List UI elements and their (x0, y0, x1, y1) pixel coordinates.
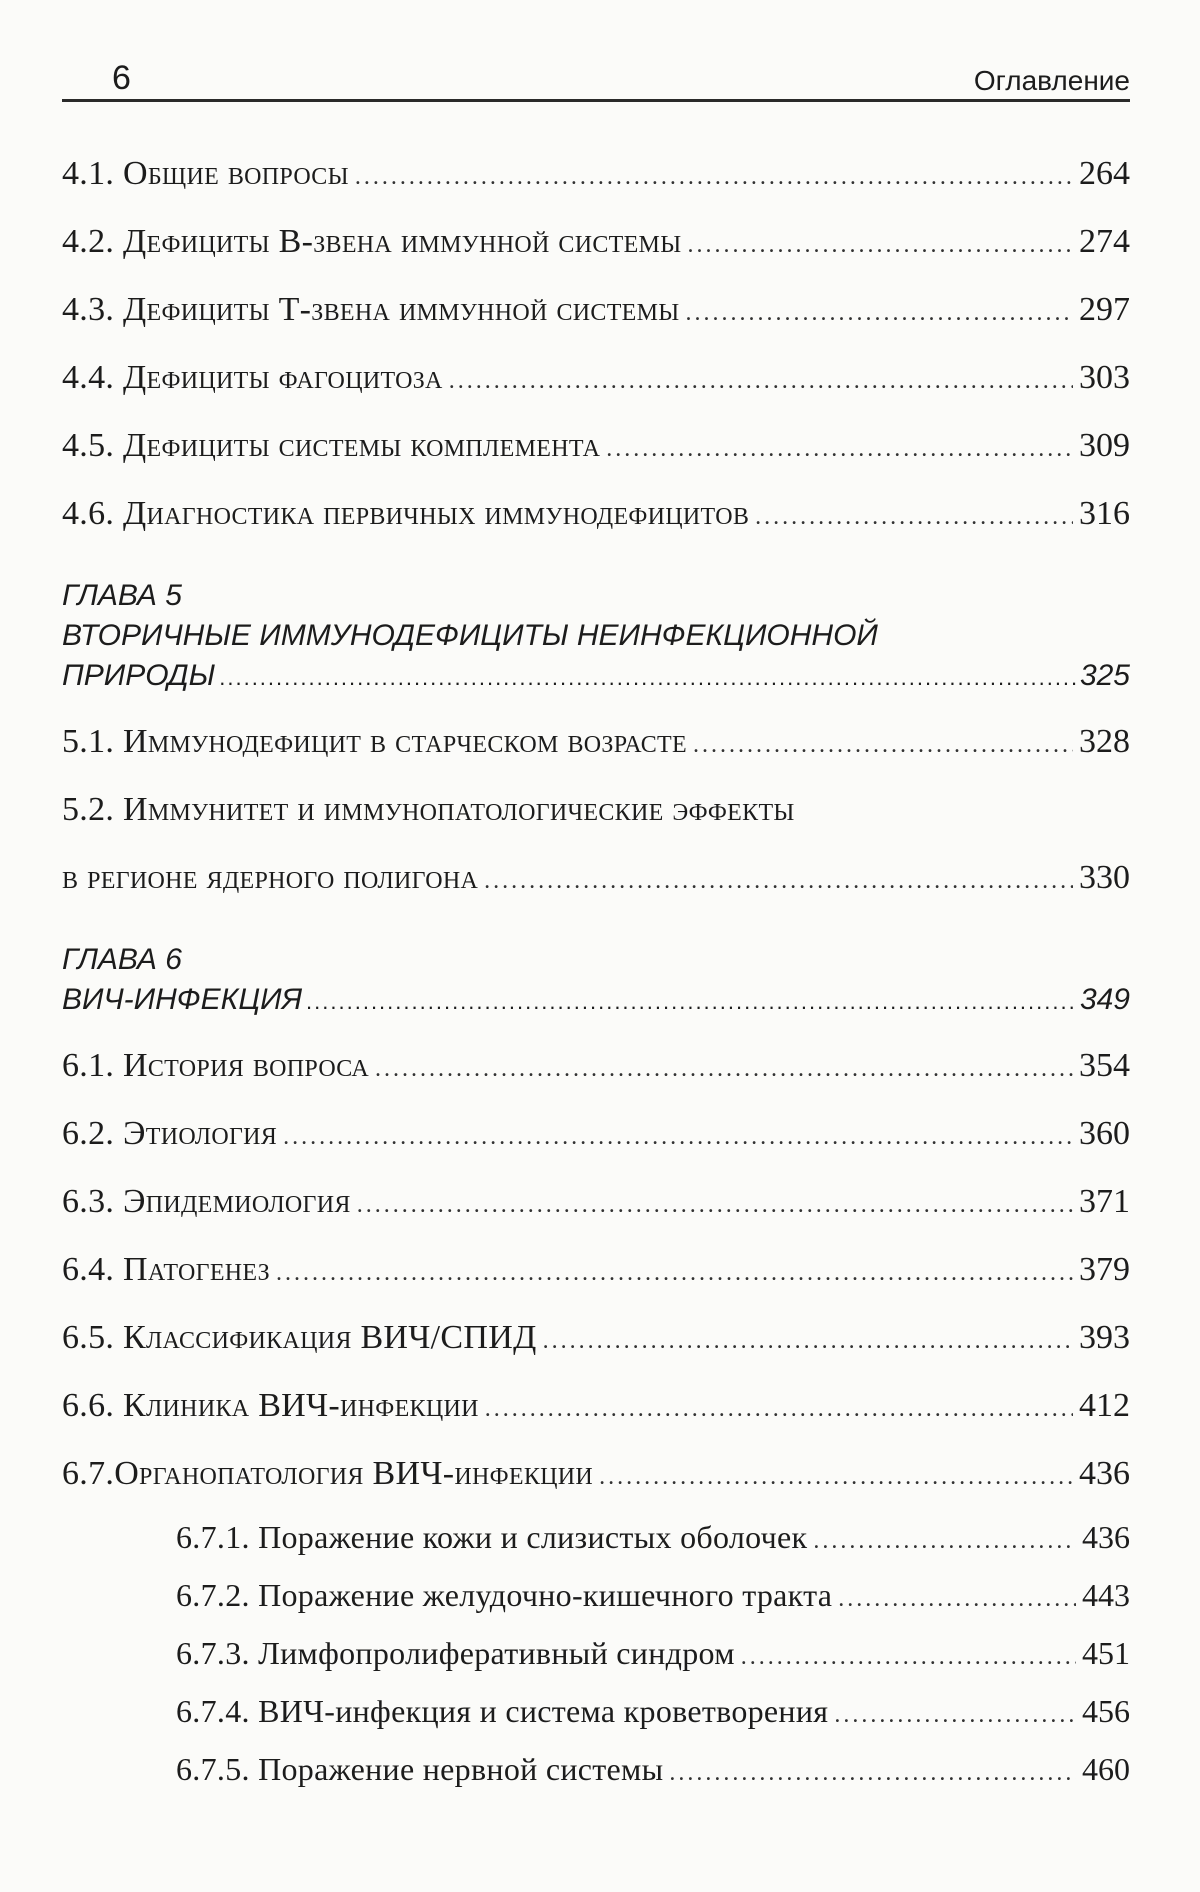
toc-entry-page: 436 (1079, 1455, 1130, 1492)
dot-leader (449, 347, 1073, 415)
toc-subentry-title: 6.7.3. Лимфопролиферативный синдром (176, 1635, 735, 1671)
dot-leader (355, 143, 1073, 211)
toc-entry[interactable] (62, 1168, 1130, 1236)
toc-entry[interactable] (62, 1032, 1130, 1100)
dot-leader (693, 711, 1073, 779)
toc-entry[interactable] (62, 1372, 1130, 1440)
toc-subentry[interactable] (62, 1682, 1130, 1740)
toc-entry[interactable] (62, 1304, 1130, 1372)
toc-entry-title: 5.1. Иммунодефицит в старческом возрасте (62, 723, 687, 760)
toc-entry-page: 379 (1079, 1251, 1130, 1288)
toc-entry-title: 4.4. Дефициты фагоцитоза (62, 359, 443, 396)
toc-entry[interactable] (62, 276, 1130, 344)
dot-leader (375, 1035, 1073, 1103)
page-number: 6 (112, 59, 131, 97)
toc-entry[interactable] (62, 140, 1130, 208)
toc-entry[interactable] (62, 708, 1130, 776)
toc-entry-page: 393 (1079, 1319, 1130, 1356)
toc-entry[interactable] (62, 844, 1130, 912)
toc-subentry-page: 451 (1082, 1635, 1130, 1671)
toc-subentry-page: 443 (1082, 1577, 1130, 1613)
toc-entry[interactable] (62, 1236, 1130, 1304)
chapter-title[interactable]: ВТОРИЧНЫЕ ИММУНОДЕФИЦИТЫ НЕИНФЕКЦИОННОЙ (62, 619, 878, 652)
toc-entry-page: 412 (1079, 1387, 1130, 1424)
toc-entry[interactable] (62, 480, 1130, 548)
toc-subentry-page: 456 (1082, 1693, 1130, 1729)
toc-entry[interactable] (62, 412, 1130, 480)
toc-entry-title: 4.2. Дефициты В-звена иммунной системы (62, 223, 682, 260)
toc-subentry[interactable] (62, 1566, 1130, 1624)
toc-entry[interactable] (62, 208, 1130, 276)
dot-leader (357, 1171, 1073, 1239)
dot-leader (686, 279, 1073, 347)
toc-entry-title: 6.2. Этиология (62, 1115, 278, 1152)
dot-leader (813, 1512, 1076, 1570)
toc-entry-page: 371 (1079, 1183, 1130, 1220)
dot-leader (276, 1239, 1073, 1307)
dot-leader (755, 483, 1073, 551)
table-of-contents (62, 140, 1130, 1798)
chapter-title: ВИЧ-ИНФЕКЦИЯ (62, 983, 303, 1016)
toc-subentry[interactable] (62, 1624, 1130, 1682)
toc-subentry-page: 460 (1082, 1751, 1130, 1787)
dot-leader (606, 415, 1073, 483)
toc-subentry-title: 6.7.4. ВИЧ-инфекция и система кроветворения (176, 1693, 829, 1729)
toc-subentry[interactable] (62, 1508, 1130, 1566)
dot-leader (741, 1628, 1076, 1686)
toc-entry-title: 6.6. Клиника ВИЧ-инфекции (62, 1387, 479, 1424)
toc-entry-page: 303 (1079, 359, 1130, 396)
dot-leader (838, 1570, 1076, 1628)
toc-subentry-page: 436 (1082, 1519, 1130, 1555)
dot-leader (834, 1686, 1076, 1744)
chapter-title-continuation: ПРИРОДЫ (62, 659, 216, 692)
toc-entry[interactable] (62, 344, 1130, 412)
dot-leader (306, 982, 1076, 1022)
toc-subentry-title: 6.7.5. Поражение нервной системы (176, 1751, 664, 1787)
dot-leader (669, 1744, 1076, 1802)
chapter-page: 349 (1079, 983, 1130, 1016)
dot-leader (687, 211, 1073, 279)
toc-entry-page: 264 (1079, 155, 1130, 192)
toc-entry-page: 297 (1079, 291, 1130, 328)
toc-entry-title: 6.5. Классификация ВИЧ/СПИД (62, 1319, 537, 1356)
dot-leader (283, 1103, 1073, 1171)
chapter-title-last-line[interactable] (62, 980, 1130, 1022)
toc-entry[interactable] (62, 1440, 1130, 1508)
dot-leader (485, 1375, 1073, 1443)
chapter-label: ГЛАВА 5 (62, 579, 182, 612)
toc-entry-page: 360 (1079, 1115, 1130, 1152)
toc-entry-title: 6.1. История вопроса (62, 1047, 370, 1084)
dot-leader (484, 847, 1073, 915)
toc-entry-title: 4.1. Общие вопросы (62, 155, 349, 192)
dot-leader (219, 658, 1076, 698)
toc-entry-title: 4.3. Дефициты Т-звена иммунной системы (62, 291, 680, 328)
toc-subentry-title: 6.7.2. Поражение желудочно-кишечного тракта (176, 1577, 833, 1613)
toc-entry[interactable] (62, 1100, 1130, 1168)
toc-entry-title: 6.3. Эпидемиология (62, 1183, 351, 1220)
dot-leader (599, 1443, 1073, 1511)
toc-subentry-title: 6.7.1. Поражение кожи и слизистых оболочек (176, 1519, 808, 1555)
running-head: Оглавление (973, 65, 1130, 96)
header-rule (62, 99, 1130, 102)
toc-entry-page: 328 (1079, 723, 1130, 760)
toc-entry-page: 309 (1079, 427, 1130, 464)
toc-entry-title: в регионе ядерного полигона (62, 859, 479, 896)
toc-entry-title: 4.6. Диагностика первичных иммунодефицитов (62, 495, 750, 532)
dot-leader (543, 1307, 1073, 1375)
toc-entry-title: 6.7.Органопатология ВИЧ-инфекции (62, 1455, 594, 1492)
chapter-page: 325 (1079, 659, 1130, 692)
chapter-label: ГЛАВА 6 (62, 943, 182, 976)
toc-entry-title: 4.5. Дефициты системы комплемента (62, 427, 601, 464)
chapter-title-last-line[interactable] (62, 656, 1130, 698)
toc-entry-title: 6.4. Патогенез (62, 1251, 270, 1288)
toc-entry-first-line[interactable]: 5.2. Иммунитет и иммунопатологические эффекты (62, 791, 795, 828)
toc-entry-page: 330 (1079, 859, 1130, 896)
page-header (62, 58, 1130, 98)
toc-subentry[interactable] (62, 1740, 1130, 1798)
toc-entry-page: 354 (1079, 1047, 1130, 1084)
toc-entry-page: 316 (1079, 495, 1130, 532)
toc-entry-page: 274 (1079, 223, 1130, 260)
